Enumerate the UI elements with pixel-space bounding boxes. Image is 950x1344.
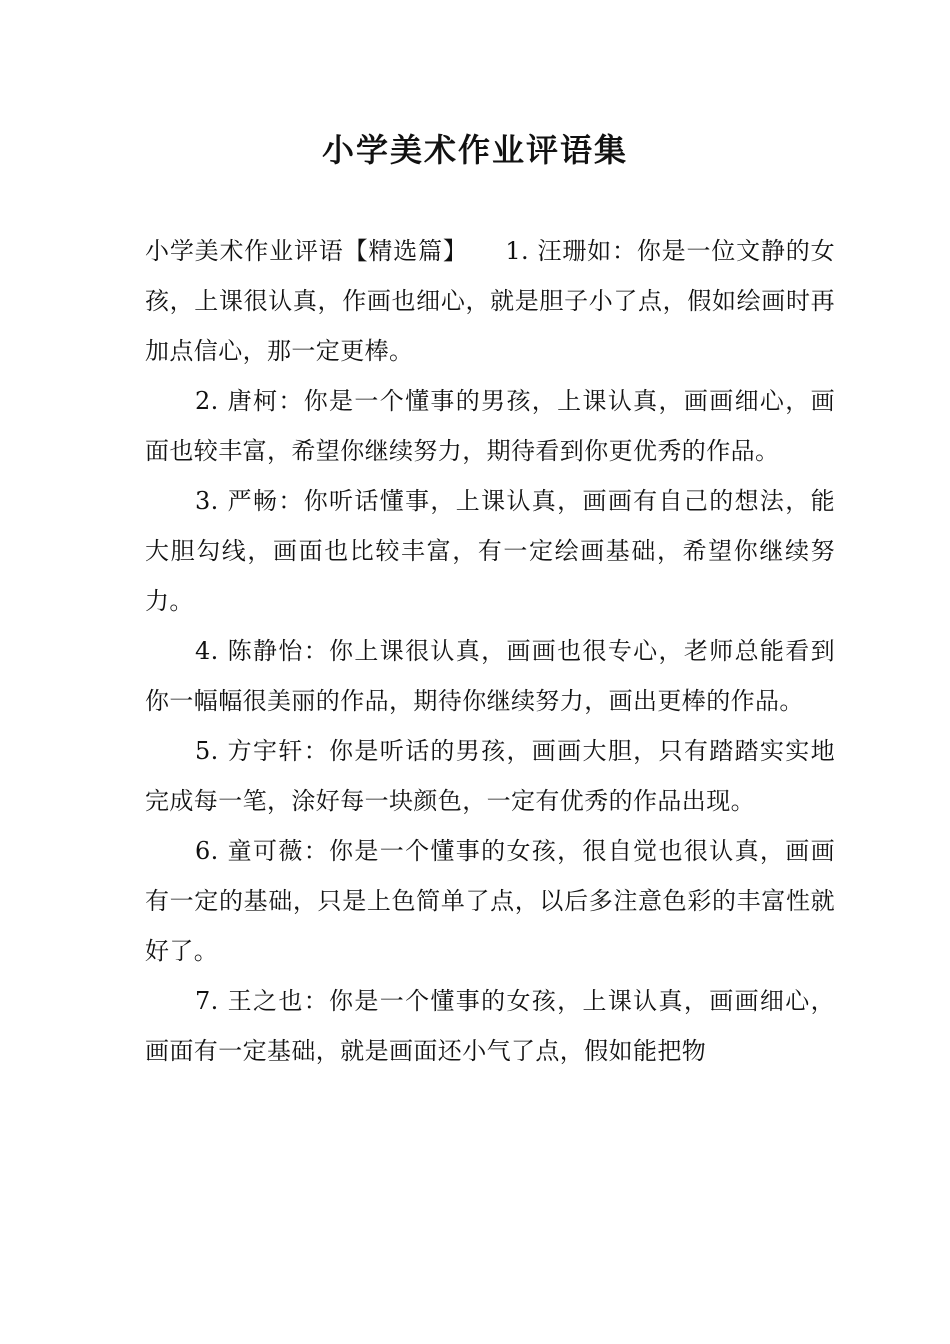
document-title: 小学美术作业评语集: [321, 131, 628, 169]
paragraph-6: 6. 童可薇：你是一个懂事的女孩，很自觉也很认真，画画有一定的基础，只是上色简单了点，以后多注意色彩的丰富性就好了。: [145, 837, 835, 965]
paragraph-intro-1: 小学美术作业评语【精选篇】 1. 汪珊如：你是一位文静的女孩，上课很认真，作画也细心，就是胆子小了点，假如绘画时再加点信心，那一定更棒。: [145, 237, 835, 365]
document-body: [145, 226, 835, 1076]
paragraph-7: 7. 王之也：你是一个懂事的女孩，上课认真，画画细心，画面有一定基础，就是画面还小气了点，假如能把物: [145, 987, 835, 1065]
paragraph-5: 5. 方宇轩：你是听话的男孩，画画大胆，只有踏踏实实地完成每一笔，涂好每一块颜色，一定有优秀的作品出现。: [145, 737, 835, 815]
paragraph-3: 3. 严畅：你听话懂事，上课认真，画画有自己的想法，能大胆勾线，画面也比较丰富，有一定绘画基础，希望你继续努力。: [145, 487, 835, 615]
paragraph-4: 4. 陈静怡：你上课很认真，画画也很专心，老师总能看到你一幅幅很美丽的作品，期待你继续努力，画出更棒的作品。: [145, 637, 835, 715]
paragraph-2: 2. 唐柯：你是一个懂事的男孩，上课认真，画画细心，画面也较丰富，希望你继续努力，期待看到你更优秀的作品。: [145, 387, 835, 465]
